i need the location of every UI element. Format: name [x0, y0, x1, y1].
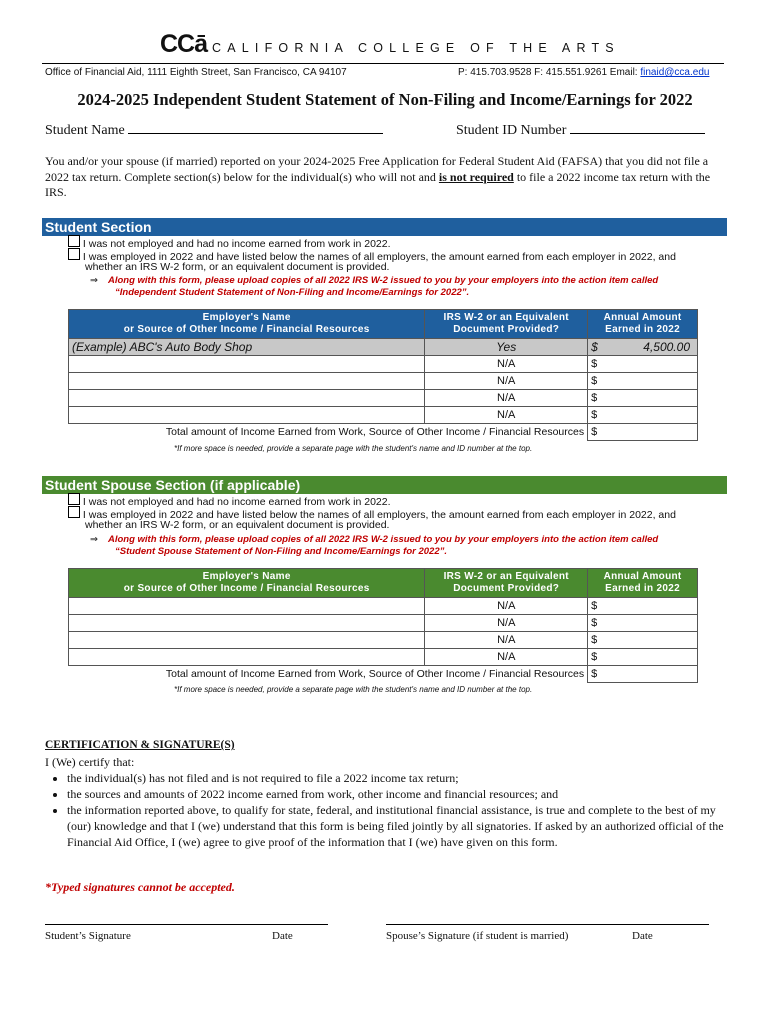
- option-label: I was not employed and had no income earned from work in 2022.: [82, 496, 391, 508]
- certification-body: [45, 754, 725, 850]
- w2-input[interactable]: N/A: [425, 649, 588, 666]
- student-signature-label: Student’s Signature: [45, 930, 131, 942]
- table-row: [69, 373, 698, 390]
- w2-input[interactable]: N/A: [425, 615, 588, 632]
- not-employed-checkbox[interactable]: [68, 493, 80, 505]
- table-row: [69, 598, 698, 615]
- intro-paragraph: [45, 154, 725, 201]
- arrow-icon: ⇒: [90, 534, 98, 545]
- spouse-signature-label: Spouse’s Signature (if student is married): [386, 930, 569, 942]
- upload-note: [90, 275, 658, 287]
- typed-signature-warning: *Typed signatures cannot be accepted.: [45, 880, 235, 894]
- amount-input[interactable]: $: [588, 632, 698, 649]
- upload-note-action: “Independent Student Statement of Non-Filing and Income/Earnings for 2022”.: [115, 287, 470, 298]
- table-row: [69, 649, 698, 666]
- amount-input[interactable]: $: [588, 649, 698, 666]
- col-employer-header: Employer's Name or Source of Other Income / Financial Resources: [69, 569, 425, 598]
- amount-input[interactable]: $: [588, 373, 698, 390]
- w2-input[interactable]: N/A: [425, 407, 588, 424]
- table-row: [69, 615, 698, 632]
- total-row: [69, 666, 698, 683]
- email-link[interactable]: finaid@cca.edu: [640, 67, 710, 78]
- w2-input[interactable]: N/A: [425, 632, 588, 649]
- intro-text: You and/or your spouse (if married) reported on your 2024-2025 Free Application for Federal Student Aid (FAFSA) that you did not file a 2022 tax return. Complete section(s) below for the individual(s) who will not and: [45, 154, 709, 184]
- col-w2-header: IRS W-2 or an Equivalent Document Provided?: [425, 569, 588, 598]
- amount-input[interactable]: $: [588, 598, 698, 615]
- w2-input[interactable]: N/A: [425, 598, 588, 615]
- student-name-field: [45, 119, 383, 139]
- office-address: Office of Financial Aid, 1111 Eighth Street, San Francisco, CA 94107: [45, 67, 347, 78]
- option-label: I was employed in 2022 and have listed below the names of all employers, the amount earned from each employer in 2022, and: [82, 509, 676, 521]
- student-id-field: [456, 119, 705, 139]
- table-row: [69, 407, 698, 424]
- employer-input[interactable]: [69, 632, 425, 649]
- student-footnote: *If more space is needed, provide a separate page with the student's name and ID number at the top.: [174, 444, 533, 453]
- amount-input[interactable]: $: [588, 356, 698, 373]
- w2-input[interactable]: N/A: [425, 356, 588, 373]
- student-signature-line[interactable]: [45, 924, 328, 925]
- employed-checkbox[interactable]: [68, 506, 80, 518]
- employer-input[interactable]: [69, 390, 425, 407]
- option-label: I was not employed and had no income earned from work in 2022.: [82, 238, 391, 250]
- total-label: Total amount of Income Earned from Work, Source of Other Income / Financial Resources: [69, 666, 588, 683]
- spouse-footnote: *If more space is needed, provide a separate page with the student's name and ID number at the top.: [174, 685, 533, 694]
- col-employer-header: Employer's Name or Source of Other Income / Financial Resources: [69, 310, 425, 339]
- col-w2-header: IRS W-2 or an Equivalent Document Provided?: [425, 310, 588, 339]
- spouse-income-table: [68, 568, 698, 683]
- cert-bullet: • the information reported above, to qualify for state, federal, and institutional financial assistance, is true and complete to the best of my (our) knowledge and that I (we) understand that this form is being filed jointly by all signatories. If asked by an authorized official of the Financial Aid Office, I (we) agree to give proof of the information that I (we) have given on this form.: [67, 802, 725, 850]
- w2-input[interactable]: N/A: [425, 390, 588, 407]
- employer-input[interactable]: [69, 407, 425, 424]
- arrow-icon: ⇒: [90, 275, 98, 286]
- employer-input[interactable]: [69, 373, 425, 390]
- phone-fax: P: 415.703.9528 F: 415.551.9261 Email:: [458, 67, 641, 78]
- employer-input[interactable]: [69, 356, 425, 373]
- upload-note: [90, 534, 658, 546]
- intro-text-end: to file a 2022 income tax return with the IRS.: [45, 169, 711, 199]
- student-date-label: Date: [272, 930, 293, 942]
- student-name-label: Student Name: [45, 123, 125, 138]
- table-row: [69, 356, 698, 373]
- example-w2: Yes: [425, 339, 588, 356]
- employer-input[interactable]: [69, 615, 425, 632]
- option-continuation: whether an IRS W-2 form, or an equivalent document is provided.: [85, 261, 390, 273]
- intro-emphasis: is not required: [438, 169, 514, 184]
- note-text: Along with this form, please upload copies of all 2022 IRS W-2 issued to you by your employers into the action item called: [107, 534, 659, 545]
- not-employed-checkbox[interactable]: [68, 235, 80, 247]
- upload-note-action: “Student Spouse Statement of Non-Filing and Income/Earnings for 2022”.: [115, 546, 448, 557]
- total-amount-input[interactable]: $: [588, 666, 698, 683]
- college-name: CALIFORNIA COLLEGE OF THE ARTS: [212, 41, 620, 55]
- amount-input[interactable]: $: [588, 390, 698, 407]
- table-row: [69, 632, 698, 649]
- cert-bullet: • the sources and amounts of 2022 income earned from work, other income and financial resources; and: [67, 786, 725, 802]
- student-name-input[interactable]: [128, 119, 383, 134]
- example-employer: (Example) ABC's Auto Body Shop: [69, 339, 425, 356]
- spouse-signature-line[interactable]: [386, 924, 709, 925]
- total-row: [69, 424, 698, 441]
- form-title: 2024-2025 Independent Student Statement of Non-Filing and Income/Earnings for 2022: [77, 90, 693, 109]
- employer-input[interactable]: [69, 649, 425, 666]
- total-amount-input[interactable]: $: [588, 424, 698, 441]
- note-text: Along with this form, please upload copies of all 2022 IRS W-2 issued to you by your employers into the action item called: [107, 275, 659, 286]
- total-label: Total amount of Income Earned from Work, Source of Other Income / Financial Resources: [69, 424, 588, 441]
- example-amount: $ 4,500.00: [588, 339, 698, 356]
- student-id-input[interactable]: [570, 119, 705, 134]
- amount-input[interactable]: $: [588, 615, 698, 632]
- employed-checkbox[interactable]: [68, 248, 80, 260]
- student-section-header: Student Section: [42, 218, 727, 236]
- example-row: [69, 339, 698, 356]
- col-amount-header: Annual Amount Earned in 2022: [588, 310, 698, 339]
- cert-bullet: • the individual(s) has not filed and is not required to file a 2022 income tax return;: [67, 770, 725, 786]
- certification-heading: CERTIFICATION & SIGNATURE(S): [45, 739, 235, 751]
- cert-intro: I (We) certify that:: [45, 755, 135, 769]
- option-continuation: whether an IRS W-2 form, or an equivalent document is provided.: [85, 519, 390, 531]
- student-income-table: [68, 309, 698, 441]
- contact-info: [458, 67, 709, 78]
- header-rule: [42, 63, 724, 64]
- student-id-label: Student ID Number: [456, 123, 567, 138]
- cca-logo: CCā: [160, 30, 208, 58]
- w2-input[interactable]: N/A: [425, 373, 588, 390]
- spouse-date-label: Date: [632, 930, 653, 942]
- option-label: I was employed in 2022 and have listed below the names of all employers, the amount earned from each employer in 2022, and: [82, 251, 676, 263]
- col-amount-header: Annual Amount Earned in 2022: [588, 569, 698, 598]
- table-row: [69, 390, 698, 407]
- employer-input[interactable]: [69, 598, 425, 615]
- spouse-section-header: Student Spouse Section (if applicable): [42, 476, 727, 494]
- amount-input[interactable]: $: [588, 407, 698, 424]
